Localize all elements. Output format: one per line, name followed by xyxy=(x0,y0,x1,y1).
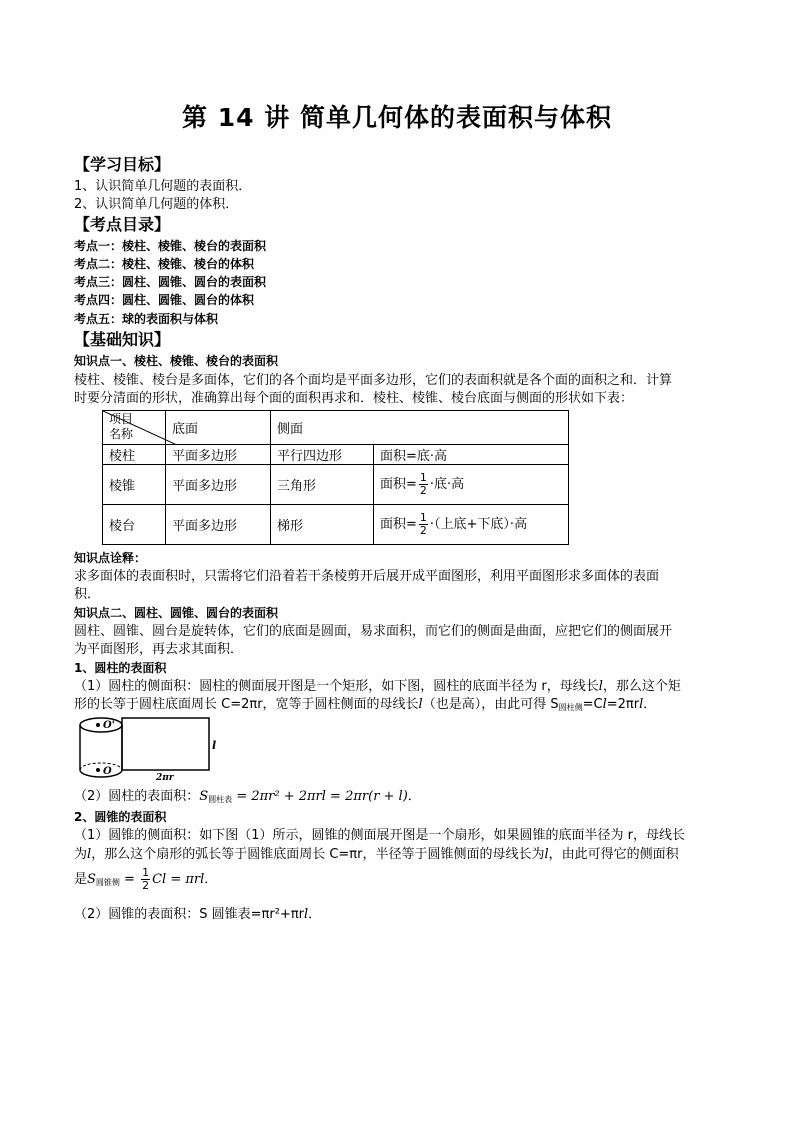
center-point-top xyxy=(96,723,100,727)
text-run: （2）圆柱的表面积： xyxy=(74,789,200,804)
shape-table xyxy=(102,410,569,545)
section-heading-keypoints: 【考点目录】 xyxy=(74,215,171,234)
area-suffix: ·（上底+下底）·高 xyxy=(429,517,528,532)
paragraph-line: 求多面体的表面积时，只需将它们沿着若干条棱剪开后展开成平面图形，利用平面图形求多面体的表面 xyxy=(74,569,660,584)
page-title: 第 14 讲 简单几何体的表面积与体积 xyxy=(182,103,612,132)
keypoint-item: 考点五：球的表面积与体积 xyxy=(74,312,219,326)
row-bottom: 平面多边形 xyxy=(166,465,271,505)
row-area xyxy=(374,505,569,545)
knowledge-heading-1: 知识点一、棱柱、棱锥、棱台的表面积 xyxy=(74,354,279,368)
subheading-cylinder: 1、圆柱的表面积 xyxy=(74,661,167,675)
area-prefix: 面积= xyxy=(380,477,417,492)
row-name: 棱台 xyxy=(103,505,166,545)
area-prefix: 面积= xyxy=(380,517,417,532)
text-run: = xyxy=(119,872,140,887)
goal-item: 2、认识简单几何题的体积． xyxy=(74,197,239,212)
paragraph-line xyxy=(74,906,321,923)
subscript: 圆柱表 xyxy=(208,795,233,804)
math-var: l xyxy=(418,697,423,712)
center-point-bottom xyxy=(96,768,100,772)
math-var: l xyxy=(544,847,549,862)
keypoint-item: 考点三：圆柱、圆锥、圆台的表面积 xyxy=(74,275,267,289)
section-heading-goals: 【学习目标】 xyxy=(74,155,171,174)
row-area xyxy=(374,465,569,505)
label-side-l: l xyxy=(212,739,217,752)
text-run: ． xyxy=(643,697,657,712)
text-run: （1）圆柱的侧面积：圆柱的侧面展开图是一个矩形，如下图，圆柱的底面半径为 r，母线长 xyxy=(74,679,599,694)
header-name-label: 名称 xyxy=(109,427,134,441)
fraction xyxy=(141,867,150,892)
math-var: S xyxy=(199,789,209,804)
text-run: ，由此可得它的侧面积 xyxy=(548,847,679,862)
text-run: 是 xyxy=(74,872,88,887)
paragraph-line xyxy=(74,788,421,808)
text-run: ，那么这个扇形的弧长等于圆锥底面周长 C=πr，半径等于圆锥侧面的母线长为 xyxy=(91,847,545,862)
fraction-numerator: 1 xyxy=(419,471,427,484)
knowledge-heading-2: 知识点二、圆柱、圆锥、圆台的表面积 xyxy=(74,606,279,620)
label-2pir: 2πr xyxy=(156,773,174,783)
header-side-face: 侧面 xyxy=(271,411,569,445)
paragraph-line: 为平面图形，再去求其面积． xyxy=(74,642,244,657)
text-run: （也是高），由此可得 S xyxy=(422,697,559,712)
subscript: 圆锥侧 xyxy=(95,878,120,887)
paragraph-line: 时要分清面的形状，准确算出每个面的面积再求和．棱柱、棱锥、棱台底面与侧面的形状如下表： xyxy=(74,391,634,406)
paragraph-line: （1）圆锥的侧面积：如下图（1）所示，圆锥的侧面展开图是一个扇形，如果圆锥的底面半径为 r，母线长 xyxy=(74,828,686,843)
math-var: l xyxy=(598,679,603,694)
header-bottom-face: 底面 xyxy=(166,411,271,445)
label-o-prime: O' xyxy=(103,720,115,731)
text-run: （2）圆锥的表面积：S 圆锥表=πr²+πr xyxy=(74,907,304,922)
math-formula: = 2πr² + 2πrl = 2πr(r + l) xyxy=(232,789,408,804)
fraction-denominator: 2 xyxy=(419,524,427,537)
cylinder-bottom-front xyxy=(80,770,122,777)
row-name: 棱锥 xyxy=(103,465,166,505)
paragraph-line xyxy=(74,846,679,863)
goal-item: 1、认识简单几何题的表面积． xyxy=(74,179,252,194)
unfolded-rectangle xyxy=(122,718,209,770)
keypoint-item: 考点一：棱柱、棱锥、棱台的表面积 xyxy=(74,239,267,253)
row-area: 面积=底·高 xyxy=(374,445,569,465)
row-name: 棱柱 xyxy=(103,445,166,465)
math-var: l xyxy=(304,907,309,922)
math-var: l xyxy=(87,847,92,862)
text-run: =2πr xyxy=(606,697,640,712)
text-run: ． xyxy=(407,789,421,804)
row-bottom: 平面多边形 xyxy=(166,505,271,545)
fraction-numerator: 1 xyxy=(419,511,427,524)
fraction xyxy=(419,512,428,537)
section-heading-basics: 【基础知识】 xyxy=(74,330,171,349)
table-diagonal-header xyxy=(103,411,166,445)
text-run: =C xyxy=(582,697,603,712)
paragraph-line: 棱柱、棱锥、棱台是多面体，它们的各个面均是平面多边形，它们的表面积就是各个面的面积之和．计算 xyxy=(74,373,673,388)
fraction-denominator: 2 xyxy=(142,879,150,892)
math-formula: Cl = πrl xyxy=(152,872,205,887)
subscript: 圆柱侧 xyxy=(558,703,583,712)
row-side: 平行四边形 xyxy=(271,445,374,465)
row-bottom: 平面多边形 xyxy=(166,445,271,465)
cylinder-unfold-figure xyxy=(76,713,236,785)
math-var: S xyxy=(87,872,96,887)
text-run: 为 xyxy=(74,847,88,862)
fraction xyxy=(419,472,428,497)
area-suffix: ·底·高 xyxy=(429,477,465,492)
text-run: ，那么这个矩 xyxy=(602,679,681,694)
fraction-denominator: 2 xyxy=(419,484,427,497)
text-run: ． xyxy=(308,907,322,922)
header-item-label: 项目 xyxy=(109,412,134,426)
paragraph-line xyxy=(74,866,217,897)
keypoint-item: 考点二：棱柱、棱锥、棱台的体积 xyxy=(74,257,255,271)
text-run: 形的长等于圆柱底面周长 C=2πr，宽等于圆柱侧面的母线长 xyxy=(74,697,419,712)
paragraph-line: 圆柱、圆锥、圆台是旋转体，它们的底面是圆面，易求面积，而它们的侧面是曲面，应把它们的侧面展开 xyxy=(74,624,673,639)
note-heading: 知识点诠释： xyxy=(74,551,147,565)
cylinder-top-ellipse xyxy=(80,718,122,732)
math-var: l xyxy=(602,697,607,712)
row-side: 三角形 xyxy=(271,465,374,505)
keypoint-item: 考点四：圆柱、圆锥、圆台的体积 xyxy=(74,293,255,307)
label-o: O xyxy=(103,766,112,777)
paragraph-line xyxy=(74,678,681,695)
text-run: ． xyxy=(204,872,218,887)
cylinder-bottom-back xyxy=(80,763,122,770)
math-var: l xyxy=(639,697,644,712)
paragraph-line: 积． xyxy=(74,587,101,602)
subheading-cone: 2、圆锥的表面积 xyxy=(74,810,167,824)
fraction-numerator: 1 xyxy=(142,866,150,879)
row-side: 梯形 xyxy=(271,505,374,545)
